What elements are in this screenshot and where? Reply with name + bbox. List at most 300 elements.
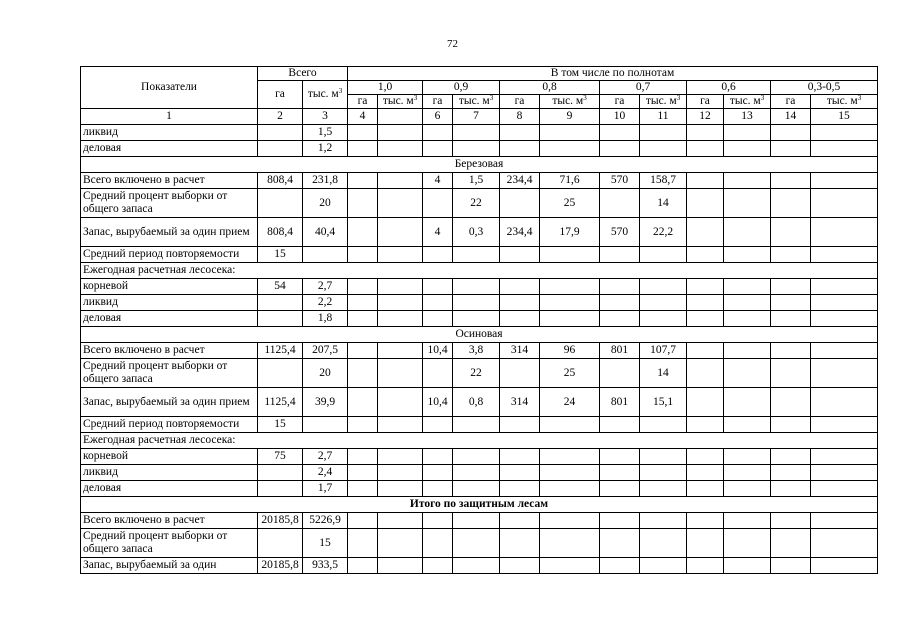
value-cell <box>724 359 771 388</box>
value-cell <box>724 558 771 574</box>
value-cell <box>378 481 423 497</box>
value-cell <box>348 189 378 218</box>
ha-subheader: га <box>771 95 811 109</box>
value-cell <box>453 449 500 465</box>
value-cell <box>378 311 423 327</box>
value-cell: 24 <box>540 388 600 417</box>
value-cell <box>348 388 378 417</box>
row-label: Всего включено в расчет <box>81 173 258 189</box>
value-cell <box>811 247 878 263</box>
row-label: деловая <box>81 311 258 327</box>
value-cell <box>348 173 378 189</box>
value-cell: 2,7 <box>303 279 348 295</box>
table-row <box>81 247 878 263</box>
density-header: 0,7 <box>600 81 687 95</box>
value-cell <box>811 529 878 558</box>
value-cell: 39,9 <box>303 388 348 417</box>
value-cell <box>811 388 878 417</box>
density-group-header: В том числе по полнотам <box>348 67 878 81</box>
value-cell <box>348 279 378 295</box>
value-cell <box>687 311 724 327</box>
value-cell <box>540 279 600 295</box>
value-cell <box>811 141 878 157</box>
value-cell <box>500 417 540 433</box>
value-cell <box>348 141 378 157</box>
header-row <box>81 67 878 81</box>
value-cell <box>378 189 423 218</box>
row-label: Запас, вырубаемый за один прием <box>81 218 258 247</box>
value-cell <box>724 295 771 311</box>
value-cell <box>724 189 771 218</box>
value-cell <box>303 247 348 263</box>
value-cell <box>348 529 378 558</box>
value-cell <box>348 311 378 327</box>
value-cell <box>687 247 724 263</box>
value-cell <box>771 388 811 417</box>
value-cell <box>600 417 640 433</box>
value-cell <box>303 417 348 433</box>
value-cell: 71,6 <box>540 173 600 189</box>
column-number: 8 <box>500 109 540 125</box>
value-cell <box>600 449 640 465</box>
value-cell <box>500 141 540 157</box>
value-cell: 14 <box>640 189 687 218</box>
value-cell <box>687 141 724 157</box>
value-cell <box>724 481 771 497</box>
value-cell <box>540 481 600 497</box>
value-cell <box>540 529 600 558</box>
value-cell: 15 <box>258 417 303 433</box>
page-number: 72 <box>447 38 458 50</box>
value-cell <box>423 465 453 481</box>
value-cell: 20185,8 <box>258 513 303 529</box>
value-cell: 801 <box>600 388 640 417</box>
value-cell <box>500 465 540 481</box>
total-volume-header: тыс. $м^3$ <box>303 81 348 109</box>
value-cell <box>771 417 811 433</box>
value-cell <box>540 141 600 157</box>
value-cell <box>378 218 423 247</box>
table-row <box>81 465 878 481</box>
value-cell <box>378 141 423 157</box>
value-cell: 15 <box>303 529 348 558</box>
value-cell <box>348 359 378 388</box>
value-cell <box>771 125 811 141</box>
row-label: Ежегодная расчетная лесосека: <box>81 433 878 449</box>
value-cell: 17,9 <box>540 218 600 247</box>
value-cell <box>540 417 600 433</box>
row-label: Средний процент выборки от общего запаса <box>81 359 258 388</box>
value-cell <box>687 343 724 359</box>
value-cell <box>640 279 687 295</box>
row-label: корневой <box>81 449 258 465</box>
value-cell <box>724 343 771 359</box>
value-cell <box>378 465 423 481</box>
value-cell: 234,4 <box>500 218 540 247</box>
value-cell <box>724 125 771 141</box>
value-cell <box>423 359 453 388</box>
row-label: Средний процент выборки от общего запаса <box>81 189 258 218</box>
value-cell <box>687 465 724 481</box>
row-label: Запас, вырубаемый за один прием <box>81 388 258 417</box>
value-cell <box>453 481 500 497</box>
value-cell: 25 <box>540 189 600 218</box>
value-cell <box>500 513 540 529</box>
value-cell <box>600 359 640 388</box>
value-cell <box>640 125 687 141</box>
value-cell <box>348 449 378 465</box>
value-cell <box>687 529 724 558</box>
value-cell <box>771 247 811 263</box>
value-cell <box>540 295 600 311</box>
value-cell: 15,1 <box>640 388 687 417</box>
value-cell <box>540 513 600 529</box>
value-cell <box>811 279 878 295</box>
total-header: Всего <box>258 67 348 81</box>
value-cell <box>724 218 771 247</box>
row-label: Средний период повторяемости <box>81 247 258 263</box>
value-cell: 1,2 <box>303 141 348 157</box>
value-cell <box>378 247 423 263</box>
value-cell <box>600 125 640 141</box>
value-cell <box>453 417 500 433</box>
value-cell <box>771 218 811 247</box>
value-cell <box>378 279 423 295</box>
value-cell <box>811 513 878 529</box>
ha-subheader: га <box>600 95 640 109</box>
value-cell: 158,7 <box>640 173 687 189</box>
value-cell: 40,4 <box>303 218 348 247</box>
volume-subheader: тыс. $м^3$ <box>640 95 687 109</box>
table-row <box>81 417 878 433</box>
value-cell <box>640 481 687 497</box>
value-cell <box>600 189 640 218</box>
column-number: 3 <box>303 109 348 125</box>
value-cell <box>258 481 303 497</box>
table-row <box>81 343 878 359</box>
value-cell <box>600 481 640 497</box>
density-header: 1,0 <box>348 81 423 95</box>
value-cell <box>423 513 453 529</box>
value-cell <box>423 247 453 263</box>
column-number-row <box>81 109 878 125</box>
value-cell <box>600 141 640 157</box>
value-cell <box>378 529 423 558</box>
table-row <box>81 295 878 311</box>
value-cell <box>258 529 303 558</box>
value-cell <box>453 247 500 263</box>
value-cell: 808,4 <box>258 218 303 247</box>
column-number: 14 <box>771 109 811 125</box>
value-cell <box>500 529 540 558</box>
row-label: Средний процент выборки от общего запаса <box>81 529 258 558</box>
value-cell <box>348 125 378 141</box>
value-cell <box>453 558 500 574</box>
value-cell: 1125,4 <box>258 388 303 417</box>
value-cell <box>500 247 540 263</box>
value-cell <box>640 465 687 481</box>
unit-exponent: 3 <box>413 94 418 102</box>
value-cell <box>258 189 303 218</box>
density-header: 0,6 <box>687 81 771 95</box>
unit-exponent: 3 <box>676 94 681 102</box>
value-cell <box>378 125 423 141</box>
ha-subheader: га <box>423 95 453 109</box>
value-cell <box>423 481 453 497</box>
value-cell: 75 <box>258 449 303 465</box>
value-cell <box>500 189 540 218</box>
value-cell: 0,3 <box>453 218 500 247</box>
value-cell <box>687 295 724 311</box>
value-cell <box>348 513 378 529</box>
unit-exponent: 3 <box>489 94 494 102</box>
value-cell: 4 <box>423 173 453 189</box>
value-cell <box>258 311 303 327</box>
table-row <box>81 125 878 141</box>
value-cell <box>771 295 811 311</box>
volume-subheader: тыс. $м^3$ <box>378 95 423 109</box>
value-cell <box>423 295 453 311</box>
value-cell <box>771 141 811 157</box>
value-cell: 207,5 <box>303 343 348 359</box>
table-row <box>81 558 878 574</box>
value-cell <box>600 529 640 558</box>
section-row <box>81 157 878 173</box>
value-cell <box>378 558 423 574</box>
value-cell <box>540 125 600 141</box>
value-cell <box>423 558 453 574</box>
value-cell <box>423 529 453 558</box>
value-cell: 4 <box>423 218 453 247</box>
value-cell: 2,4 <box>303 465 348 481</box>
value-cell: 22,2 <box>640 218 687 247</box>
value-cell <box>771 189 811 218</box>
value-cell <box>348 465 378 481</box>
value-cell <box>811 465 878 481</box>
value-cell <box>640 141 687 157</box>
value-cell <box>378 388 423 417</box>
value-cell <box>600 279 640 295</box>
value-cell <box>724 247 771 263</box>
value-cell: 570 <box>600 173 640 189</box>
table-row <box>81 173 878 189</box>
value-cell <box>378 359 423 388</box>
value-cell <box>500 295 540 311</box>
value-cell <box>724 417 771 433</box>
value-cell <box>687 481 724 497</box>
value-cell: 25 <box>540 359 600 388</box>
volume-subheader: тыс. $м^3$ <box>811 95 878 109</box>
column-number <box>378 109 423 125</box>
value-cell: 20 <box>303 189 348 218</box>
value-cell <box>640 558 687 574</box>
ha-subheader: га <box>348 95 378 109</box>
value-cell <box>600 513 640 529</box>
value-cell <box>640 311 687 327</box>
value-cell <box>348 343 378 359</box>
value-cell: 107,7 <box>640 343 687 359</box>
table-body <box>81 125 878 574</box>
value-cell: 3,8 <box>453 343 500 359</box>
row-label: ликвид <box>81 295 258 311</box>
value-cell <box>771 513 811 529</box>
value-cell <box>811 189 878 218</box>
value-cell <box>811 343 878 359</box>
table-row <box>81 529 878 558</box>
value-cell <box>500 481 540 497</box>
column-number: 11 <box>640 109 687 125</box>
value-cell <box>540 558 600 574</box>
value-cell <box>724 311 771 327</box>
value-cell: 2,2 <box>303 295 348 311</box>
table-row <box>81 279 878 295</box>
table-row <box>81 449 878 465</box>
value-cell <box>378 173 423 189</box>
value-cell: 933,5 <box>303 558 348 574</box>
value-cell: 54 <box>258 279 303 295</box>
density-header: 0,3-0,5 <box>771 81 878 95</box>
value-cell: 2,7 <box>303 449 348 465</box>
value-cell <box>811 359 878 388</box>
row-label: Всего включено в расчет <box>81 343 258 359</box>
value-cell <box>687 558 724 574</box>
value-cell <box>258 465 303 481</box>
value-cell <box>453 311 500 327</box>
value-cell <box>771 173 811 189</box>
value-cell: 15 <box>258 247 303 263</box>
column-number: 15 <box>811 109 878 125</box>
value-cell <box>811 481 878 497</box>
value-cell <box>423 417 453 433</box>
value-cell <box>453 279 500 295</box>
value-cell <box>600 311 640 327</box>
value-cell <box>258 141 303 157</box>
value-cell <box>258 359 303 388</box>
value-cell: 22 <box>453 189 500 218</box>
section-title: Итого по защитным лесам <box>81 497 878 513</box>
value-cell <box>771 343 811 359</box>
value-cell <box>771 481 811 497</box>
value-cell <box>500 558 540 574</box>
value-cell <box>500 125 540 141</box>
value-cell <box>640 247 687 263</box>
value-cell <box>500 359 540 388</box>
column-number: 2 <box>258 109 303 125</box>
table-row <box>81 311 878 327</box>
value-cell <box>640 295 687 311</box>
volume-subheader: тыс. $м^3$ <box>540 95 600 109</box>
value-cell <box>423 125 453 141</box>
value-cell <box>453 125 500 141</box>
value-cell <box>687 173 724 189</box>
value-cell: 20185,8 <box>258 558 303 574</box>
value-cell: 808,4 <box>258 173 303 189</box>
value-cell <box>378 343 423 359</box>
table-row <box>81 481 878 497</box>
value-cell <box>771 311 811 327</box>
volume-subheader: тыс. $м^3$ <box>724 95 771 109</box>
value-cell <box>687 218 724 247</box>
value-cell <box>500 279 540 295</box>
table-row <box>81 141 878 157</box>
value-cell <box>724 449 771 465</box>
value-cell <box>687 359 724 388</box>
value-cell <box>771 449 811 465</box>
value-cell <box>811 558 878 574</box>
value-cell <box>258 295 303 311</box>
value-cell <box>640 449 687 465</box>
row-label: Средний период повторяемости <box>81 417 258 433</box>
value-cell <box>687 388 724 417</box>
value-cell: 231,8 <box>303 173 348 189</box>
value-cell <box>811 218 878 247</box>
value-cell <box>687 279 724 295</box>
table-row <box>81 513 878 529</box>
unit-exponent: 3 <box>338 87 343 95</box>
table-row <box>81 388 878 417</box>
value-cell <box>600 558 640 574</box>
column-number: 12 <box>687 109 724 125</box>
value-cell: 801 <box>600 343 640 359</box>
value-cell <box>811 295 878 311</box>
value-cell <box>687 189 724 218</box>
subheading-row <box>81 263 878 279</box>
value-cell <box>724 465 771 481</box>
row-label: ликвид <box>81 465 258 481</box>
value-cell <box>724 529 771 558</box>
value-cell <box>378 417 423 433</box>
value-cell <box>378 449 423 465</box>
value-cell <box>348 417 378 433</box>
value-cell: 14 <box>640 359 687 388</box>
value-cell <box>724 513 771 529</box>
value-cell <box>378 513 423 529</box>
value-cell <box>540 247 600 263</box>
value-cell <box>423 449 453 465</box>
value-cell <box>453 141 500 157</box>
value-cell: 22 <box>453 359 500 388</box>
value-cell <box>423 141 453 157</box>
value-cell <box>771 359 811 388</box>
value-cell: 96 <box>540 343 600 359</box>
value-cell: 1,7 <box>303 481 348 497</box>
value-cell: 314 <box>500 343 540 359</box>
row-label: ликвид <box>81 125 258 141</box>
ha-subheader: га <box>500 95 540 109</box>
value-cell <box>453 513 500 529</box>
value-cell: 10,4 <box>423 388 453 417</box>
column-number: 10 <box>600 109 640 125</box>
value-cell <box>811 449 878 465</box>
value-cell <box>258 125 303 141</box>
value-cell <box>640 513 687 529</box>
value-cell <box>540 449 600 465</box>
unit-exponent: 3 <box>583 94 587 102</box>
value-cell <box>378 295 423 311</box>
value-cell: 570 <box>600 218 640 247</box>
value-cell <box>600 295 640 311</box>
value-cell <box>724 279 771 295</box>
value-cell <box>540 311 600 327</box>
value-cell: 1,5 <box>303 125 348 141</box>
value-cell <box>540 465 600 481</box>
section-title: Березовая <box>81 157 878 173</box>
table-row <box>81 189 878 218</box>
row-label: корневой <box>81 279 258 295</box>
value-cell: 0,8 <box>453 388 500 417</box>
section-row <box>81 327 878 343</box>
value-cell: 5226,9 <box>303 513 348 529</box>
